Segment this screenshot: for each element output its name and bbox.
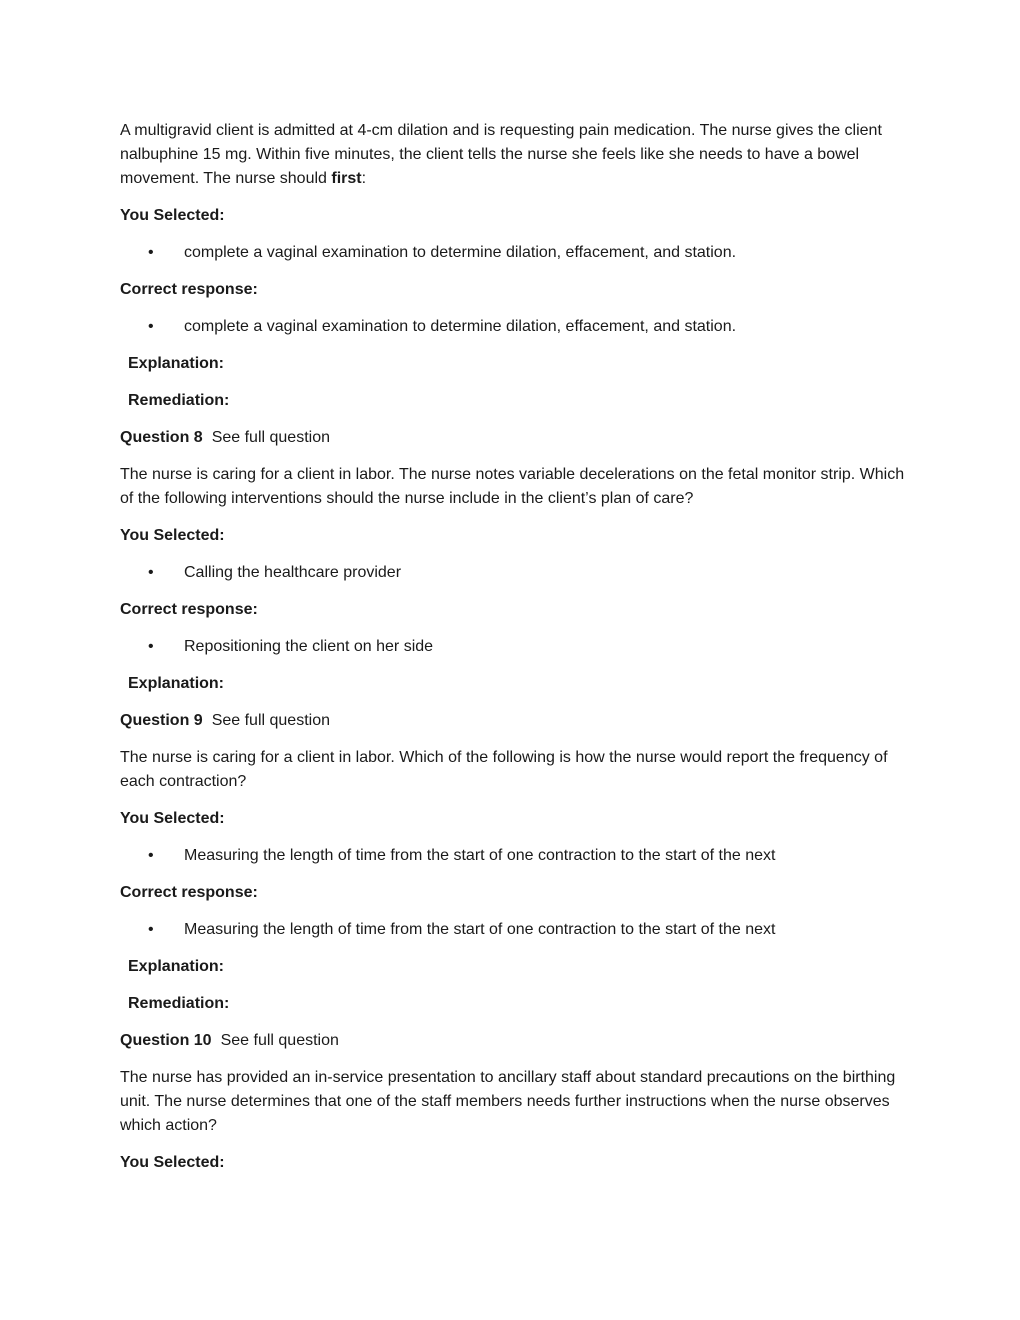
- question-8-correct-text: Repositioning the client on her side: [184, 638, 434, 655]
- question-7-stem: [120, 119, 905, 191]
- question-7-you-selected-label: You Selected:: [120, 207, 225, 224]
- question-7-correct-item: [120, 315, 905, 339]
- question-8-correct-label: Correct response:: [120, 601, 258, 618]
- question-9-you-selected-item: [120, 844, 905, 868]
- question-7-you-selected-text: complete a vaginal examination to determine dilation, effacement, and station.: [184, 244, 737, 261]
- bullet-icon: •: [148, 921, 154, 938]
- question-10-header: [120, 1029, 905, 1053]
- question-8-see-full-link[interactable]: See full question: [211, 429, 330, 446]
- bullet-icon: •: [148, 847, 154, 864]
- question-9-remediation-label: Remediation:: [128, 995, 230, 1012]
- question-9-number: Question 9: [120, 712, 203, 729]
- question-9-you-selected-text: Measuring the length of time from the start of one contraction to the start of the next: [184, 847, 776, 864]
- question-9-stem: The nurse is caring for a client in labor. Which of the following is how the nurse would report the frequency of each contraction?: [120, 749, 888, 790]
- question-8-stem: The nurse is caring for a client in labor. The nurse notes variable decelerations on the fetal monitor strip. Which of the following interventions should the nurse include in the client’s plan of care?: [120, 466, 905, 507]
- question-7-stem-emphasis: first: [331, 170, 362, 187]
- question-7-correct-label: Correct response:: [120, 281, 258, 298]
- question-7-explanation-label: Explanation:: [128, 355, 225, 372]
- question-8-number: Question 8: [120, 429, 203, 446]
- question-7-stem-colon: :: [361, 170, 367, 187]
- question-7-you-selected-item: [120, 241, 905, 265]
- document-content: [120, 119, 905, 1188]
- question-9-correct-text: Measuring the length of time from the start of one contraction to the start of the next: [184, 921, 776, 938]
- question-9-header: [120, 709, 905, 733]
- question-8-you-selected-item: [120, 561, 905, 585]
- question-8-you-selected-label: You Selected:: [120, 527, 225, 544]
- question-9-explanation-label: Explanation:: [128, 958, 225, 975]
- question-8-correct-item: [120, 635, 905, 659]
- question-8-you-selected-text: Calling the healthcare provider: [184, 564, 402, 581]
- question-9-correct-item: [120, 918, 905, 942]
- bullet-icon: •: [148, 318, 154, 335]
- bullet-icon: •: [148, 244, 154, 261]
- question-10-number: Question 10: [120, 1032, 212, 1049]
- question-8-explanation-label: Explanation:: [128, 675, 225, 692]
- question-7-stem-text: A multigravid client is admitted at 4-cm dilation and is requesting pain medication. The nurse gives the client nalbuphine 15 mg. Within five minutes, the client tells the nurse she feels like she needs to have a bowel movement. The nurse should: [120, 122, 882, 187]
- question-9-see-full-link[interactable]: See full question: [211, 712, 330, 729]
- question-8-header: [120, 426, 905, 450]
- bullet-icon: •: [148, 638, 154, 655]
- question-9-you-selected-label: You Selected:: [120, 810, 225, 827]
- question-7-remediation-label: Remediation:: [128, 392, 230, 409]
- question-10-stem: The nurse has provided an in-service presentation to ancillary staff about standard precautions on the birthing unit. The nurse determines that one of the staff members needs further instructions when the nurse observes which action?: [120, 1069, 896, 1134]
- bullet-icon: •: [148, 564, 154, 581]
- question-10-see-full-link[interactable]: See full question: [220, 1032, 339, 1049]
- question-7-correct-text: complete a vaginal examination to determine dilation, effacement, and station.: [184, 318, 737, 335]
- question-10-you-selected-label: You Selected:: [120, 1154, 225, 1171]
- question-9-correct-label: Correct response:: [120, 884, 258, 901]
